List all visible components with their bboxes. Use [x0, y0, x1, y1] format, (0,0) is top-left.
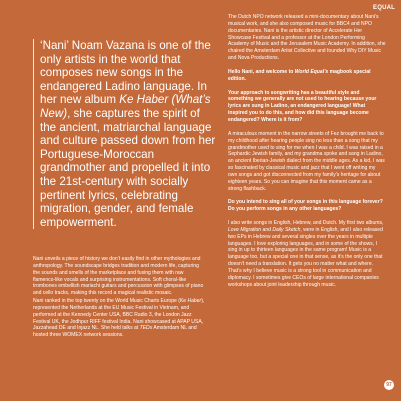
left-p2-album: Ke Haber	[179, 298, 202, 304]
left-p2-tedx: TEDx	[139, 325, 153, 332]
greeting-text-a: Hello Nani, and welcome to	[228, 68, 295, 75]
left-p2-text-b: ), represented the Netherlands at the EU Music Festival in Vietnam, and performed at the Kennedy Center USA, BBC Radio 3, the London Jazz Festival UK, the Jodhpur RIFF festival India. Nani showcased at APAP USA, Jazzahead DE and Injazz NL. She held talks at	[33, 298, 205, 332]
pull-quote-text-2: , she captures the spirit of the ancient, matriarchal language and culture passed down from her Portuguese-Moroccan grandmother and propelled it into the 21st-century with socially pertinent lyrics, celebrating migration, gender, and female empowerment.	[40, 106, 216, 229]
left-p2-text-a: Nani ranked in the top twenty on the World Music Charts Europe (	[33, 298, 180, 304]
interview-greeting	[228, 69, 386, 83]
pull-quote-text-1: ‘Nani’ Noam Vazana is one of the only artists in the world that composes new songs in the endangered Ladino language. In her new album	[40, 39, 211, 107]
left-paragraph-1: Nani unveils a piece of history we don’t easily find in other mythologies and anthropology. The soundscape bridges tradition and modern life, capturing the sounds and smells of the marketplace and fusing them with raw flamenco-like vocals and surprising instrumentations. Soft choral-like trombones embellish mariachi guitars and percussion with glimpses of piano and cello tracks, making this record a magical realistic mosaic.	[33, 256, 204, 297]
question-1: Your approach to songwriting has a beautiful style and something we generally are not used to hearing because your lyrics are sung in Ladino, an endangered language! What inspired you to do this, and how did this language become endangered? Where is it from?	[228, 89, 377, 123]
page-number-badge: 97	[384, 380, 394, 390]
answer-2-text-a: I also write songs in English, Hebrew, and Dutch. My first two albums,	[228, 220, 384, 227]
answer-2-text-c: , were in English, and I also released two EPs in Hebrew and several singles over the years in multiple languages. I love exploring languages, and in some of the shows, I sing in up to thirteen languages in the same program! Music is a language too, but a special one in that sense, as it’s the only one that doesn’t need a translation. It gets you no matter what and where. That’s why I believe music is a strong tool in communication and diplomacy. I sometimes give CEOs of large international companies workshops about joint leadership through music.	[228, 226, 383, 288]
right-paragraph-1: The Dutch NPO network released a mini-documentary about Nani’s musical work, and she also composed music for BBC4 and NPO documentaries. Nani is the artistic director of Accelerate Her Showcase Festival and a professor at the London Performing Academy of Music and the Jerusalem Music Academy. In addition, she chaired the Amsterdam Artist Collective and founded Why DIY Music and Nova Productions.	[228, 14, 386, 62]
pull-quote-album-title: Ke Haber (What’s New)	[40, 93, 211, 120]
equal-logo: EQUAL	[373, 5, 395, 11]
right-column	[228, 14, 386, 296]
answer-2-album-1: Love Migration	[228, 226, 262, 233]
answer-2-text-b: and	[261, 226, 273, 233]
answer-2	[228, 220, 386, 288]
pull-quote	[33, 39, 216, 229]
answer-2-album-2: Daily Sketch	[272, 226, 301, 233]
question-2: Do you intend to sing all of your songs in this language forever? Do you perform songs in any other languages?	[228, 199, 383, 213]
greeting-text-b: magbook special edition.	[228, 68, 371, 82]
answer-1: A miraculous moment in the narrow streets of Fez brought me back to my childhood after hearing people sing no less than a song that my grandmother used to sing for me when I was a child. I was raised in a Sephardic Jewish family, and my grandma spoke and sang in Ladino, an ancient Iberian-Jewish dialect from the middle ages. As a kid, I was so fascinated by classical music and jazz that I went off writing my own songs and got disconnected from my family’s heritage for about eighteen years. So you can imagine that this moment came as a strong flashback.	[228, 130, 385, 192]
greeting-magazine-name: World Equal’s	[294, 68, 329, 75]
left-p2-text-c: Amsterdam NL and hosted three WOMEX network sessions.	[33, 325, 197, 339]
left-paragraph-2	[33, 298, 205, 339]
